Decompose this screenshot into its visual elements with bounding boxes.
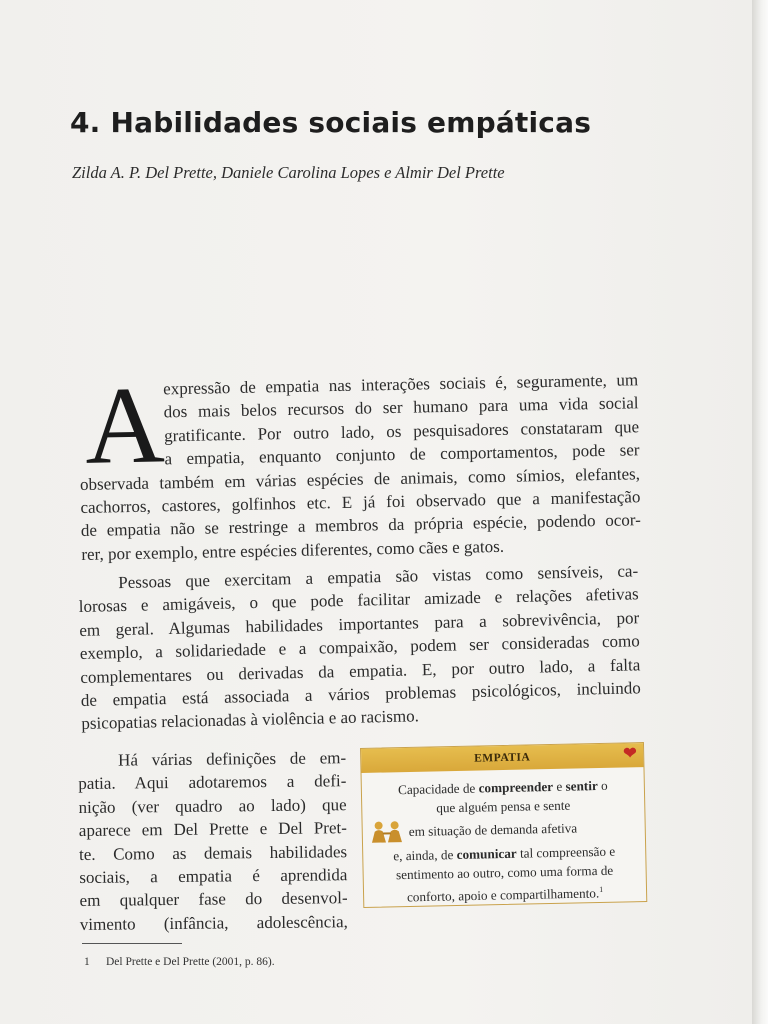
definition-text: em situação de demanda afetiva xyxy=(408,820,578,839)
text-line: complementares ou derivadas da empatia. E, por outro lado, a falta xyxy=(80,654,641,687)
text-line: te. Como as demais habilidades xyxy=(79,841,348,864)
people-icon xyxy=(369,820,405,845)
text-line: vimento (infância, adolescência, xyxy=(79,912,348,934)
chapter-title: 4. Habilidades sociais empáticas xyxy=(70,106,592,139)
footnote-marker: 1 xyxy=(599,884,604,895)
definition-bold: compreender xyxy=(478,778,554,796)
definition-box xyxy=(360,742,647,908)
text-line: psicopatias relacionadas à violência e ao racismo. xyxy=(81,706,420,734)
text-line: cachorros, castores, golfinhos etc. E já foi observado que a manifestação xyxy=(80,487,641,518)
text-line: patia. Aqui adotaremos a defi- xyxy=(78,771,347,794)
text-line: sociais, a empatia é aprendida xyxy=(79,865,348,888)
definition-line: que alguém pensa e sente xyxy=(436,797,571,816)
text-line: rer, por exemplo, entre espécies diferentes, como cães e gatos. xyxy=(81,536,505,564)
footnote xyxy=(84,956,275,968)
footnote-text: Del Prette e Del Prette (2001, p. 86). xyxy=(106,956,275,968)
definition-text: tal compreensão e xyxy=(516,843,616,861)
definition-text: e, ainda, de xyxy=(393,847,457,864)
definition-box-header xyxy=(361,743,643,773)
definition-line: sentimento ao outro, como uma forma de xyxy=(395,862,614,883)
definition-text: o xyxy=(597,777,608,794)
text-line: a empatia, enquanto conjunto de comportamentos, pode ser xyxy=(164,440,640,469)
footnote-number: 1 xyxy=(84,956,90,968)
text-line: aparece em Del Prette e Del Pret- xyxy=(78,818,347,841)
text-line: em geral. Algumas habilidades importantes para a sobrevivência, por xyxy=(79,608,640,640)
paragraph-1 xyxy=(78,363,641,566)
page-edge xyxy=(752,0,768,1024)
definition-text: Capacidade de xyxy=(397,780,479,798)
definition-line xyxy=(362,813,645,847)
footnote-rule xyxy=(82,943,182,944)
drop-cap: A xyxy=(83,363,166,487)
definition-bold: sentir xyxy=(565,778,598,794)
text-line: exemplo, a solidariedade e a compaixão, podem ser consideradas como xyxy=(79,631,640,664)
text-line: lorosas e amigáveis, o que pode facilitar amizade e relações afetivas xyxy=(78,584,639,617)
paragraph-2 xyxy=(78,559,642,736)
text-line: nição (ver quadro ao lado) que xyxy=(78,795,347,817)
definition-text: e xyxy=(552,778,566,794)
definition-bold: comunicar xyxy=(456,845,517,862)
chapter-authors: Zilda A. P. Del Prette, Daniele Carolina Lopes e Almir Del Prette xyxy=(72,163,505,182)
text-line: gratificante. Por outro lado, os pesquisadores constataram que xyxy=(163,417,640,446)
heart-icon: ❤ xyxy=(623,745,638,763)
definition-line xyxy=(364,879,646,907)
definition-box-title: EMPATIA xyxy=(474,751,531,765)
text-line: dos mais belos recursos do ser humano para uma vida social xyxy=(163,393,639,422)
text-line: Há várias definições de em- xyxy=(118,748,347,770)
text-line: de empatia não se restringe a membros da própria espécie, podendo ocor- xyxy=(80,510,641,541)
text-line: Pessoas que exercitam a empatia são vistas como sensíveis, ca- xyxy=(118,561,639,593)
text-line: expressão de empatia nas interações sociais é, seguramente, um xyxy=(163,370,639,399)
definition-text: conforto, apoio e compartilhamento. xyxy=(406,885,600,905)
text-line: de empatia está associada a vários problemas psicológicos, incluindo xyxy=(80,678,641,710)
paragraph-3 xyxy=(78,746,348,936)
text-line: em qualquer fase do desenvol- xyxy=(79,888,348,911)
text-line: observada também em várias espécies de animais, como símios, elefantes, xyxy=(79,463,641,494)
